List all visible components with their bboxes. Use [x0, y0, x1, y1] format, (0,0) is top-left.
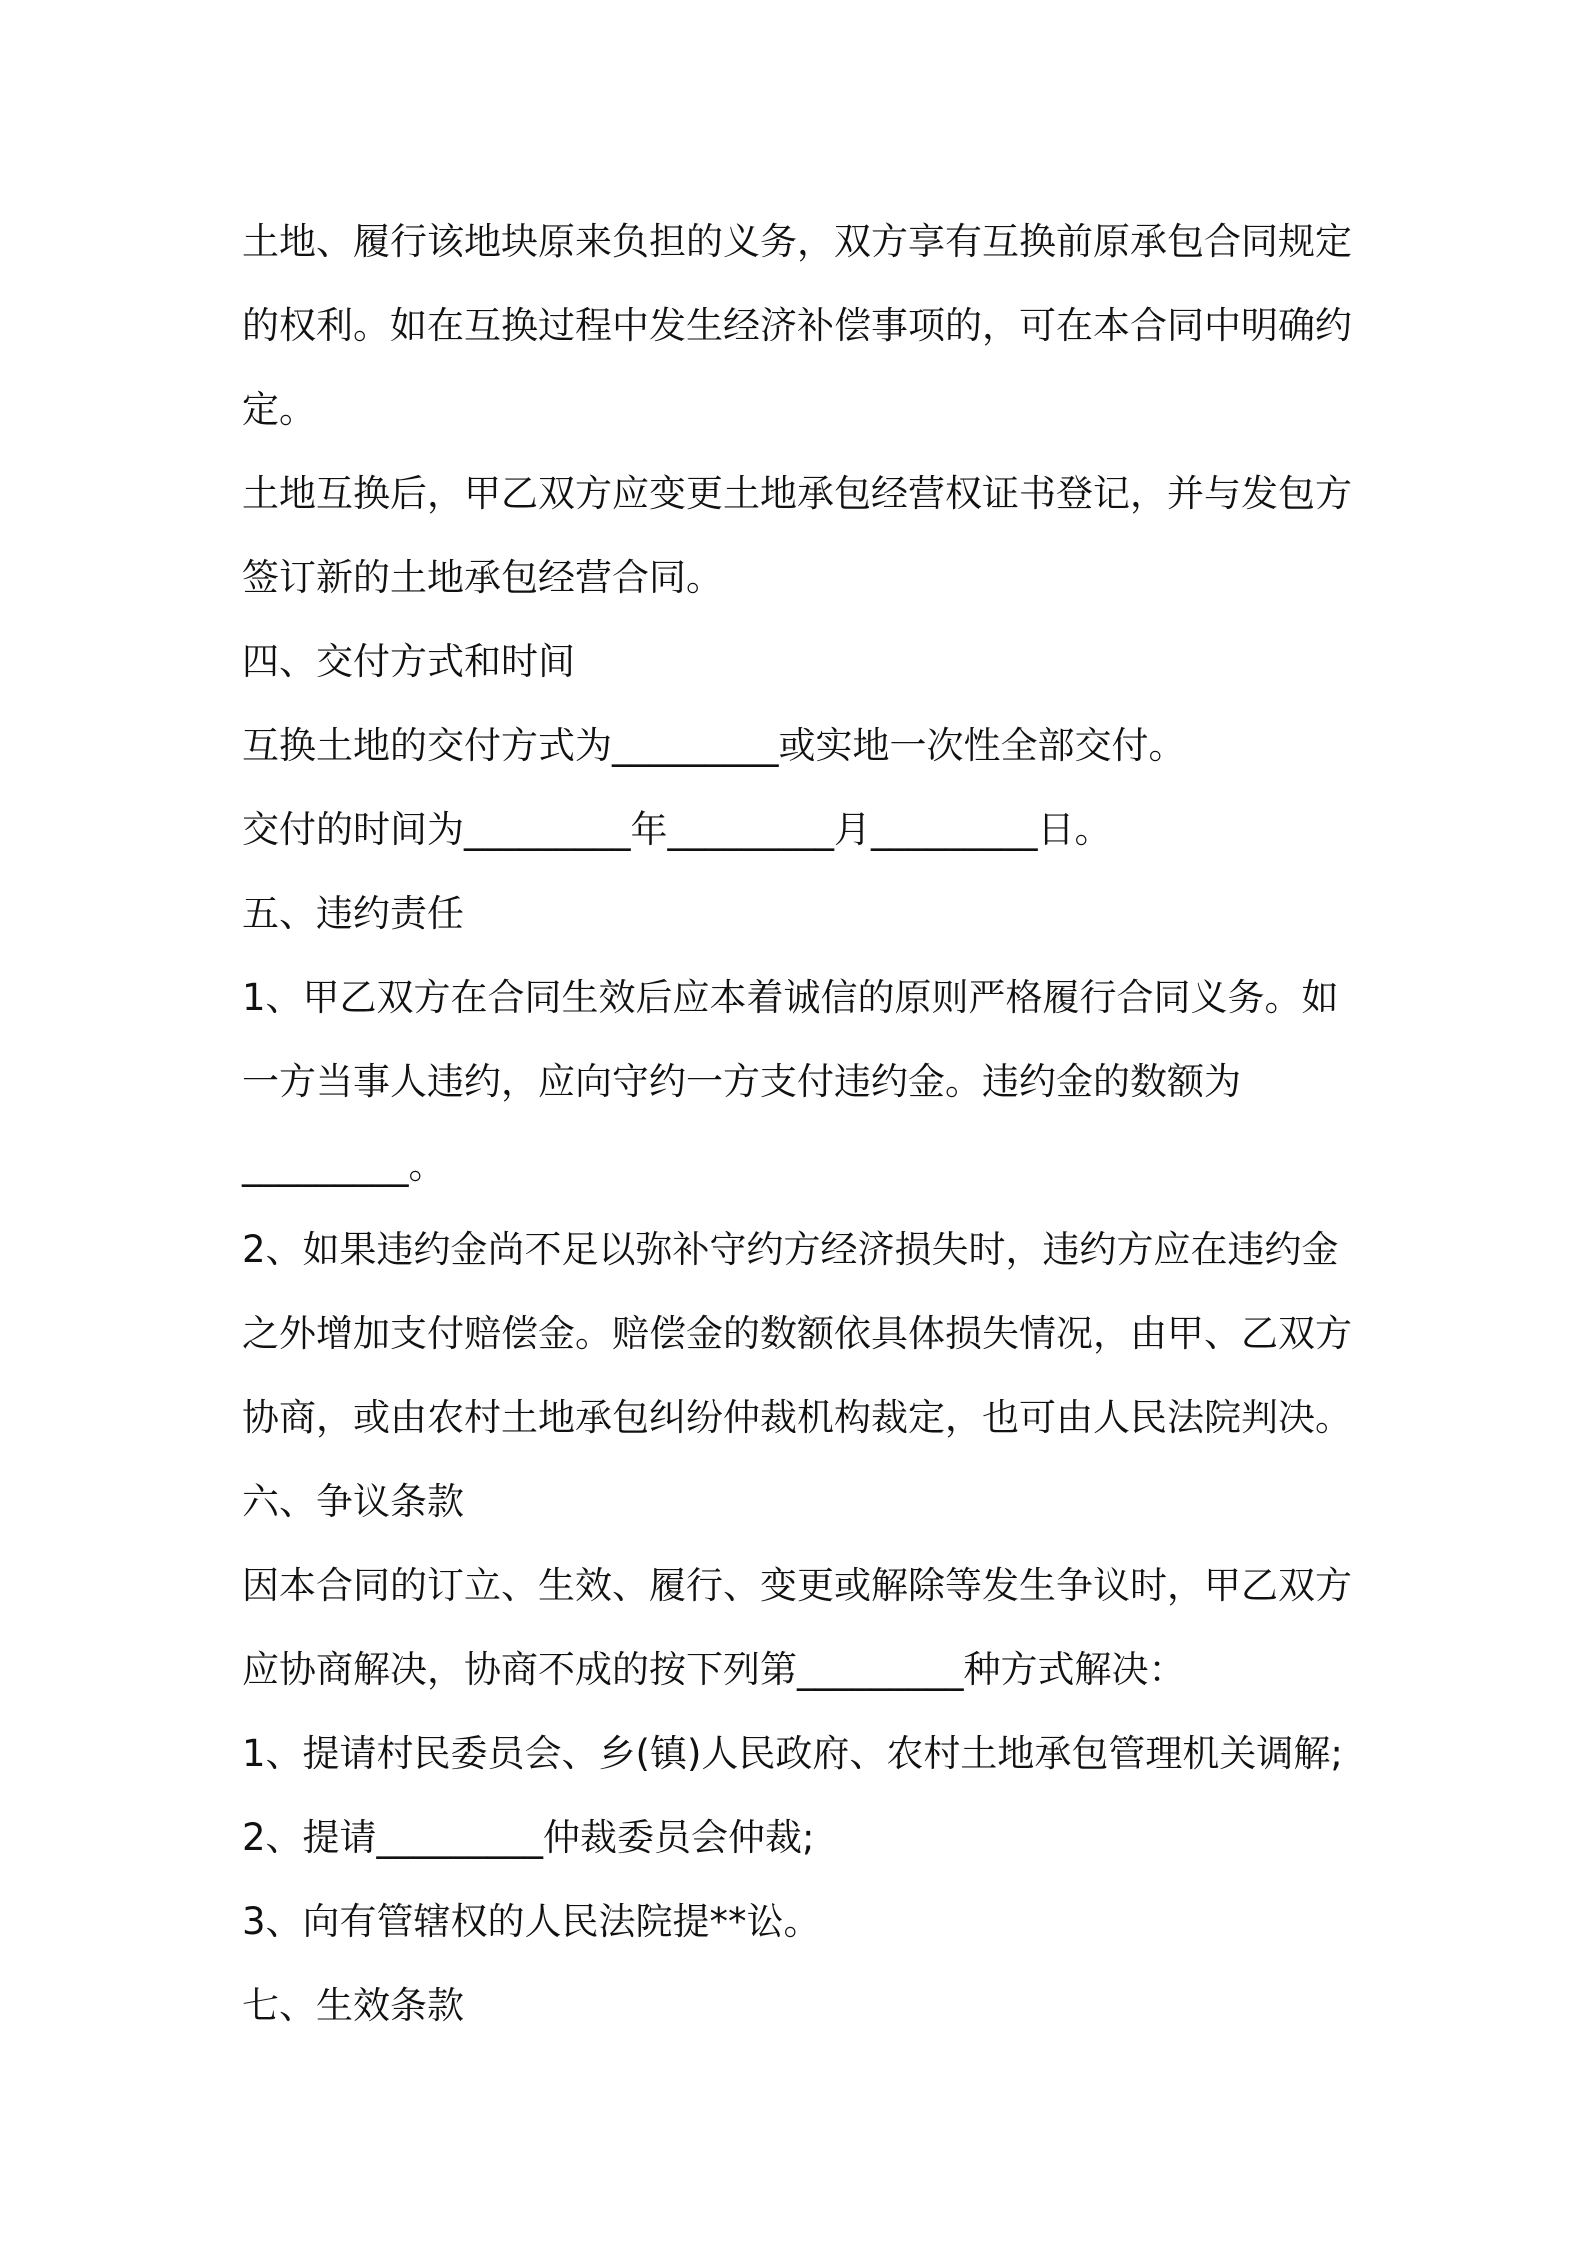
paragraph-line: 定。	[242, 388, 316, 431]
paragraph-line: 一方当事人违约，应向守约一方支付违约金。违约金的数额为	[242, 1060, 1241, 1103]
paragraph-line: 的权利。如在互换过程中发生经济补偿事项的，可在本合同中明确约	[242, 304, 1352, 347]
paragraph-line: 签订新的土地承包经营合同。	[242, 556, 723, 599]
paragraph-line: 2、如果违约金尚不足以弥补守约方经济损失时，违约方应在违约金	[242, 1228, 1339, 1271]
section-heading: 五、违约责任	[242, 892, 464, 935]
paragraph-line: 土地、履行该地块原来负担的义务，双方享有互换前原承包合同规定	[242, 220, 1352, 263]
document-body	[242, 200, 1362, 2048]
section-heading: 七、生效条款	[242, 1984, 464, 2027]
paragraph-line: 2、提请_________仲裁委员会仲裁;	[242, 1816, 815, 1859]
paragraph-line: 因本合同的订立、生效、履行、变更或解除等发生争议时，甲乙双方	[242, 1564, 1352, 1607]
paragraph-line: 协商，或由农村土地承包纠纷仲裁机构裁定，也可由人民法院判决。	[242, 1396, 1352, 1439]
paragraph-line: 互换土地的交付方式为_________或实地一次性全部交付。	[242, 724, 1186, 767]
paragraph-line: 1、提请村民委员会、乡(镇)人民政府、农村土地承包管理机关调解;	[242, 1732, 1343, 1775]
section-heading: 四、交付方式和时间	[242, 640, 575, 683]
paragraph-line: 应协商解决，协商不成的按下列第_________种方式解决：	[242, 1648, 1186, 1691]
paragraph-line: 交付的时间为_________年_________月_________日。	[242, 808, 1112, 851]
paragraph-line: 之外增加支付赔偿金。赔偿金的数额依具体损失情况，由甲、乙双方	[242, 1312, 1352, 1355]
paragraph-line: _________。	[242, 1144, 446, 1187]
paragraph-line: 1、甲乙双方在合同生效后应本着诚信的原则严格履行合同义务。如	[242, 976, 1339, 1019]
section-heading: 六、争议条款	[242, 1480, 464, 1523]
paragraph-line: 3、向有管辖权的人民法院提**讼。	[242, 1900, 821, 1943]
paragraph-line: 土地互换后，甲乙双方应变更土地承包经营权证书登记，并与发包方	[242, 472, 1352, 515]
